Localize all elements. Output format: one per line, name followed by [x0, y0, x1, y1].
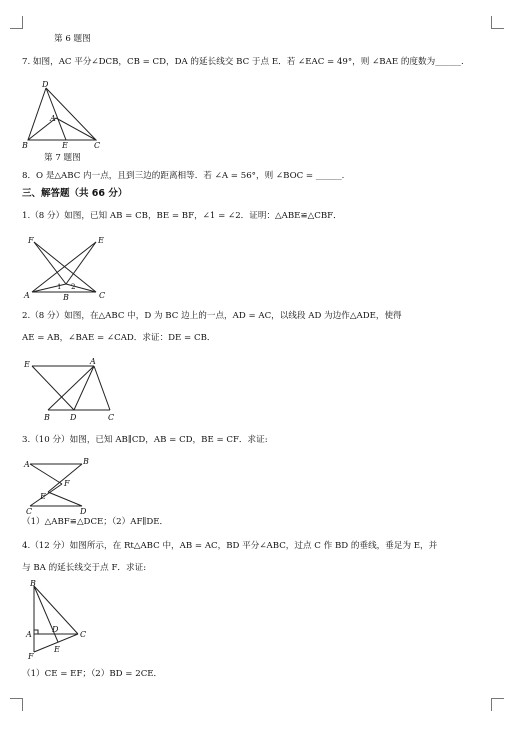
problem-4-line-2: 与 BA 的延长线交于点 F．求证: [22, 563, 147, 573]
figure-7-caption: 第 7 题图 [44, 153, 81, 163]
fig4-label-d: D [52, 625, 59, 634]
fig2-line-ac [94, 366, 110, 410]
figure-2 [22, 354, 132, 424]
fig7-label-c: C [94, 141, 101, 150]
problem-3: 3.（10 分）如图，已知 AB∥CD，AB = CD，BE = CF．求证: [22, 435, 268, 445]
problem-1: 1.（8 分）如图，已知 AB = CB，BE = BF，∠1 = ∠2．证明：△ABE≌△CBF． [22, 211, 342, 221]
fig1-label-f: F [28, 236, 34, 245]
question-7: 7. 如图，AC 平分∠DCB，CB = CD，DA 的延长线交 BC 于点 E．若 ∠EAC = 49°，则 ∠BAE 的度数为______. [22, 57, 464, 67]
fig1-label-a: A [24, 291, 30, 300]
fig1-label-c: C [99, 291, 106, 300]
figure-1 [22, 236, 122, 306]
figure-7 [20, 78, 120, 148]
fig3-line-ed [48, 492, 82, 506]
fig3-line-af [30, 464, 62, 484]
fig7-label-d: D [42, 80, 49, 89]
figure-4 [22, 580, 102, 660]
fig2-line-ed [32, 366, 74, 410]
figure-6-caption: 第 6 题图 [54, 34, 91, 44]
fig2-label-a: A [90, 357, 96, 366]
fig4-label-e: E [54, 645, 60, 654]
fig3-label-e: E [40, 492, 46, 501]
question-8: 8．O 是△ABC 内一点，且到三边的距离相等．若 ∠A = 56°，则 ∠BOC = ______. [22, 171, 345, 181]
fig3-label-b: B [83, 457, 89, 466]
problem-4-line-1: 4.（12 分）如图所示，在 Rt△ABC 中，AB = AC，BD 平分∠ABC，过点 C 作 BD 的垂线，垂足为 E，并 [22, 541, 438, 551]
fig7-label-a: A [50, 114, 56, 123]
fig1-line-be [66, 242, 96, 284]
fig3-label-d: D [80, 507, 87, 516]
problem-2-line-2: AE = AB，∠BAE = ∠CAD．求证：DE = CB． [22, 333, 216, 343]
fig4-label-f: F [28, 652, 34, 661]
fig4-label-b: B [30, 579, 36, 588]
crop-mark-top-left [10, 16, 23, 29]
fig2-label-b: B [44, 413, 50, 422]
fig7-label-e: E [62, 141, 68, 150]
fig2-line-ad [74, 366, 94, 410]
fig2-label-c: C [108, 413, 115, 422]
crop-mark-top-right [491, 16, 504, 29]
fig1-label-2: 2 [71, 283, 76, 291]
fig3-label-c: C [26, 507, 33, 516]
crop-mark-bottom-right [491, 698, 504, 711]
problem-4-parts: （1）CE = EF；（2）BD = 2CE． [22, 669, 163, 679]
fig3-line-fc [30, 484, 62, 506]
fig1-label-e: E [98, 236, 104, 245]
fig4-right-angle-a [34, 630, 38, 634]
fig7-line-de [46, 88, 66, 140]
figure-3 [22, 454, 112, 516]
section-title: 三、解答题（共 66 分） [22, 188, 128, 199]
fig1-label-1: 1 [57, 283, 62, 291]
fig2-line-ab [48, 366, 94, 410]
problem-2-line-1: 2.（8 分）如图，在△ABC 中，D 为 BC 边上的一点，AD = AC，以线段 AD 为边作△ADE，使得 [22, 311, 402, 321]
fig3-label-a: A [24, 460, 30, 469]
fig2-label-e: E [24, 360, 30, 369]
fig4-label-a: A [26, 630, 32, 639]
fig3-label-f: F [64, 479, 70, 488]
fig4-label-c: C [80, 630, 87, 639]
fig2-label-d: D [70, 413, 77, 422]
fig1-label-b: B [63, 293, 69, 302]
fig7-label-b: B [22, 141, 28, 150]
crop-mark-bottom-left [10, 698, 23, 711]
problem-3-parts: （1）△ABF≌△DCE；（2）AF∥DE． [22, 517, 169, 527]
